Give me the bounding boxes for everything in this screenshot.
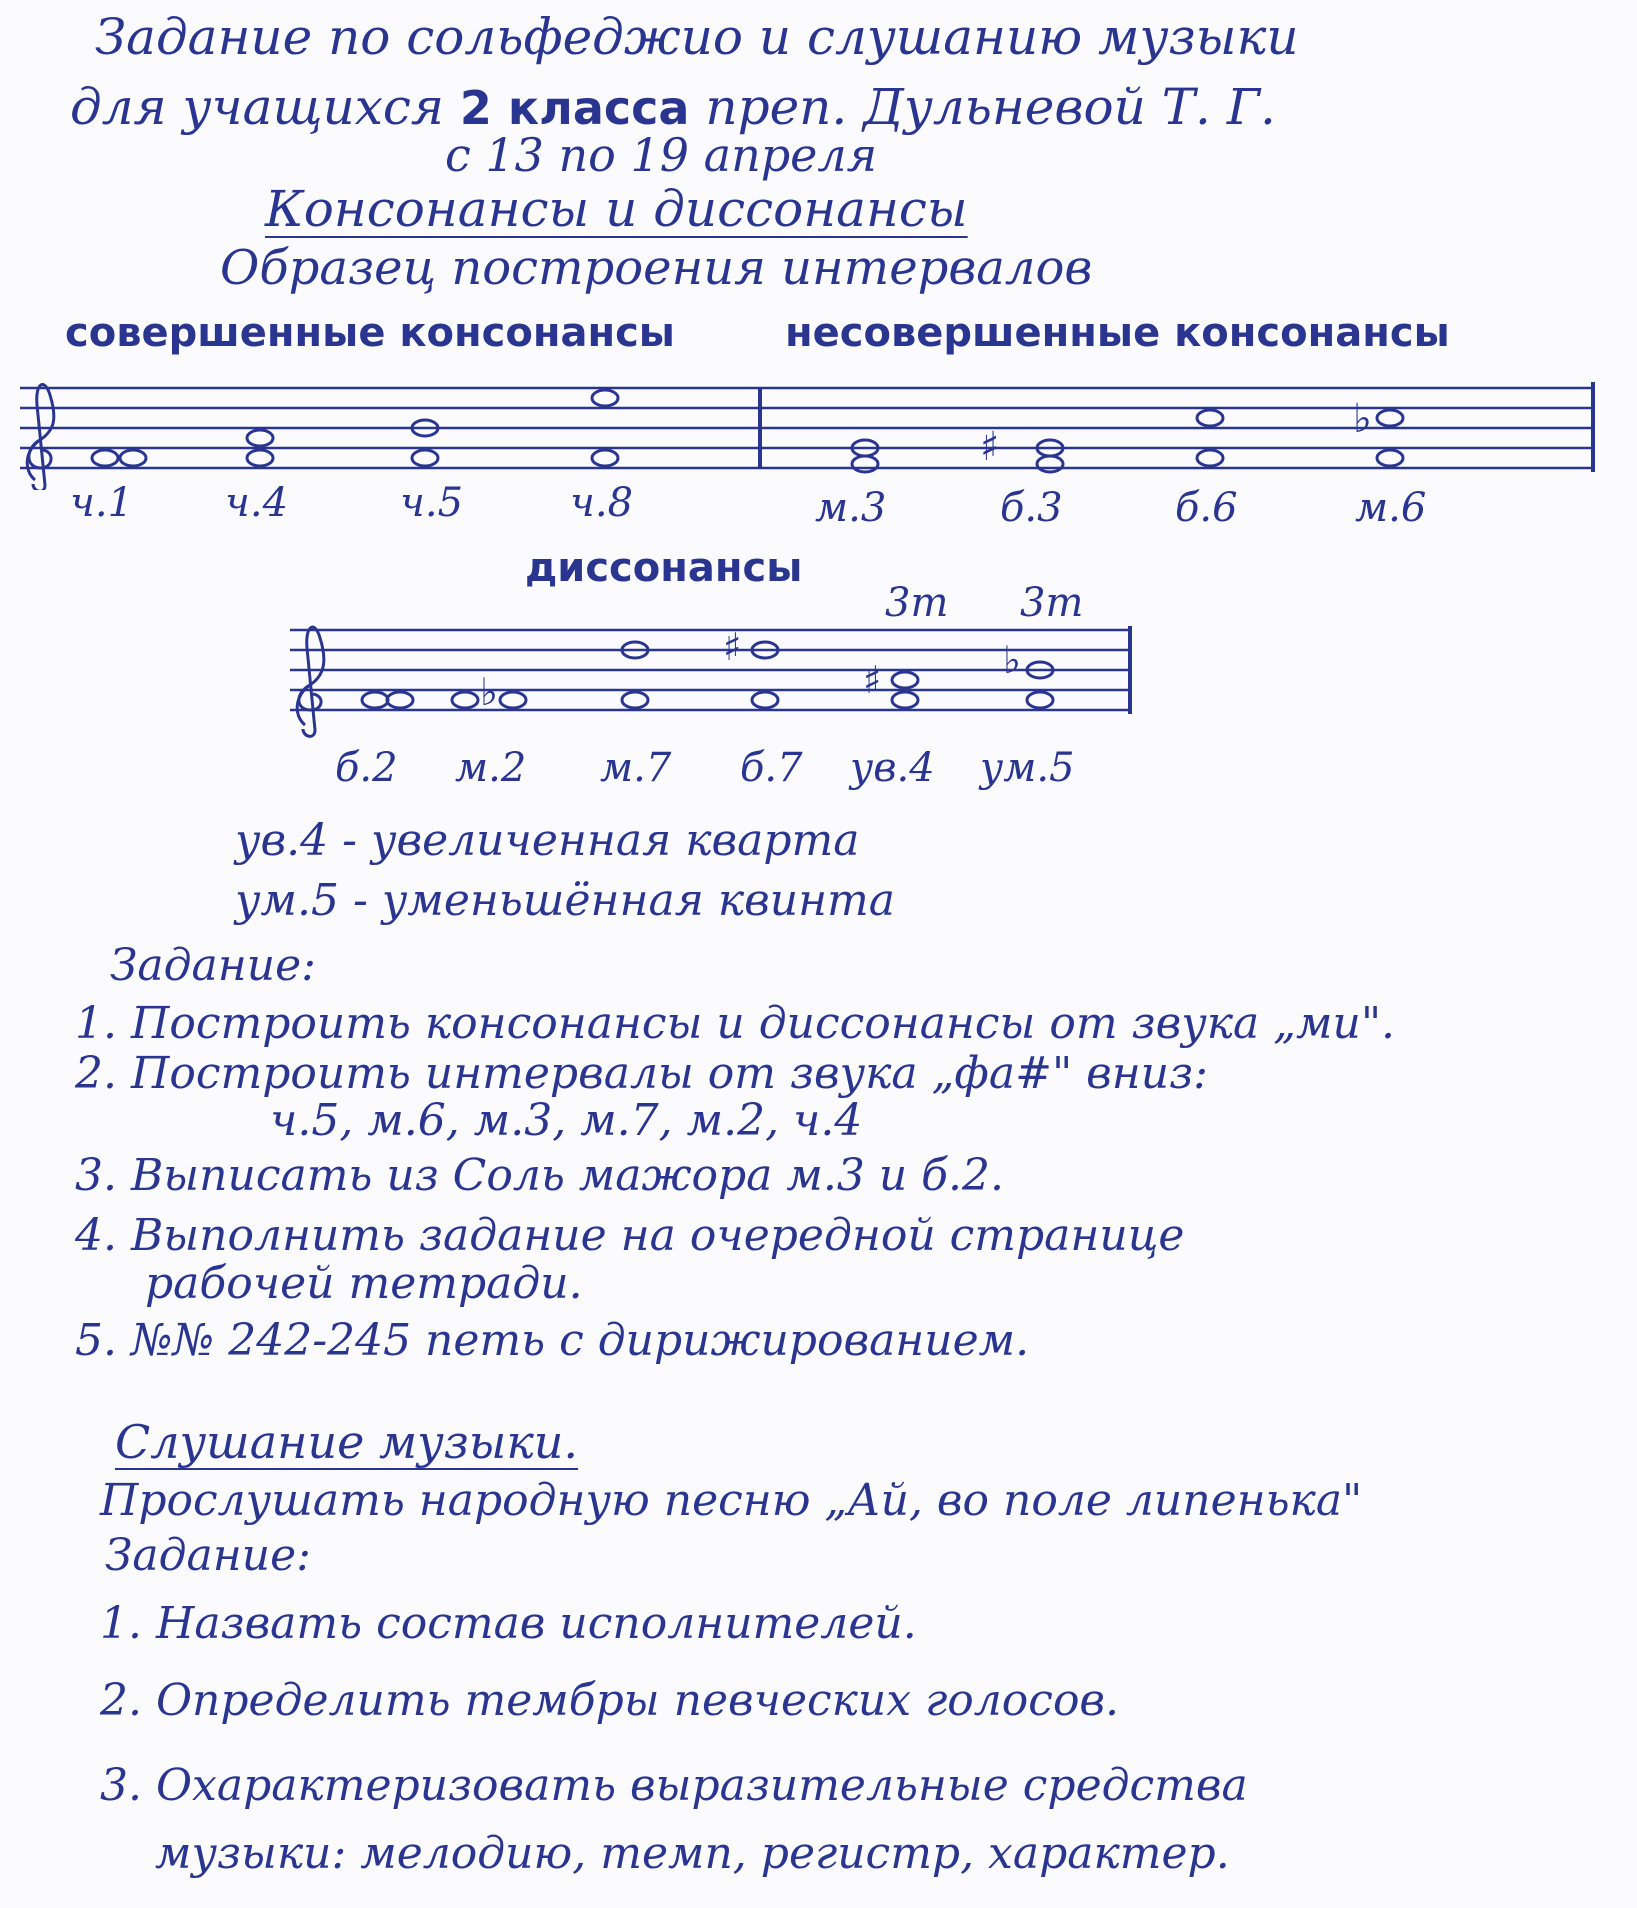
tritone-mark: 3т [885, 580, 949, 626]
interval-label: б.7 [740, 745, 803, 791]
topic-subtitle: Образец построения интервалов [220, 240, 1093, 296]
interval-label: ч.4 [225, 480, 289, 526]
task-item-5: 5. №№ 242-245 петь с дирижированием. [75, 1315, 1030, 1366]
interval-label: ч.5 [400, 480, 464, 526]
listening-item-3-cont: музыки: мелодию, темп, регистр, характер. [155, 1828, 1230, 1879]
note [892, 672, 918, 688]
interval-label: ч.8 [570, 480, 634, 526]
note [892, 692, 918, 708]
note [752, 642, 778, 658]
note [622, 642, 648, 658]
listening-intro: Прослушать народную песню „Ай, во поле липенька" [100, 1475, 1363, 1526]
note [1027, 692, 1053, 708]
note [120, 450, 146, 466]
note [1377, 410, 1403, 426]
dates: с 13 по 19 апреля [445, 128, 878, 182]
definition-dim5: ум.5 - уменьшённая квинта [235, 875, 895, 926]
imperfect-consonances-heading: несовершенные консонансы [785, 310, 1450, 356]
flat-accidental: ♭ [1003, 638, 1021, 682]
sharp-accidental: ♯ [723, 625, 742, 669]
note [1377, 450, 1403, 466]
interval-label: б.3 [1000, 485, 1063, 531]
interval-label: м.3 [815, 485, 887, 531]
interval-label: ув.4 [850, 745, 935, 791]
note [852, 440, 878, 456]
task-item-3: 3. Выписать из Соль мажора м.3 и б.2. [75, 1150, 1004, 1201]
note [247, 430, 273, 446]
sharp-accidental: ♯ [863, 658, 882, 702]
note [1197, 410, 1223, 426]
tasks-heading: Задание: [110, 940, 316, 991]
interval-label: м.6 [1355, 485, 1427, 531]
listening-item-3: 3. Охарактеризовать выразительные средства [100, 1760, 1248, 1811]
note [852, 456, 878, 472]
task-item-2-list: ч.5, м.6, м.3, м.7, м.2, ч.4 [270, 1095, 863, 1146]
note [1027, 662, 1053, 678]
perfect-consonances-heading: совершенные консонансы [65, 310, 675, 356]
interval-label: ч.1 [70, 480, 134, 526]
note [92, 450, 118, 466]
note [452, 692, 478, 708]
interval-label: м.2 [455, 745, 527, 791]
task-item-4: 4. Выполнить задание на очередной странице [75, 1210, 1185, 1261]
interval-label: м.7 [600, 745, 672, 791]
definition-aug4: ув.4 - увеличенная кварта [235, 815, 860, 866]
note [1037, 440, 1063, 456]
note [592, 450, 618, 466]
staff-dissonances [275, 610, 1155, 740]
note [592, 390, 618, 406]
interval-label: ум.5 [980, 745, 1075, 791]
interval-label: б.6 [1175, 485, 1238, 531]
note [1037, 456, 1063, 472]
title-line-1: Задание по сольфеджио и слушанию музыки [95, 8, 1299, 66]
title-line-2-start: для учащихся [70, 78, 444, 136]
task-item-4-cont: рабочей тетради. [145, 1258, 583, 1309]
note [387, 692, 413, 708]
topic-title: Консонансы и диссонансы [265, 180, 968, 238]
dissonances-heading: диссонансы [525, 545, 803, 591]
task-item-1: 1. Построить консонансы и диссонансы от звука „ми". [75, 998, 1396, 1049]
note [1197, 450, 1223, 466]
note [622, 692, 648, 708]
note [412, 450, 438, 466]
note [752, 692, 778, 708]
teacher-name: преп. Дульневой Т. Г. [705, 78, 1276, 136]
tritone-mark: 3т [1020, 580, 1084, 626]
flat-accidental: ♭ [480, 670, 498, 714]
sharp-accidental: ♯ [980, 424, 1000, 470]
listening-item-2: 2. Определить тембры певческих голосов. [100, 1675, 1120, 1726]
note [500, 692, 526, 708]
listening-heading: Слушание музыки. [115, 1415, 579, 1469]
listening-item-1: 1. Назвать состав исполнителей. [100, 1598, 917, 1649]
class-number: 2 класса [459, 81, 690, 135]
task-item-2: 2. Построить интервалы от звука „фа#" вниз: [75, 1048, 1208, 1099]
note [362, 692, 388, 708]
note [247, 450, 273, 466]
interval-label: б.2 [335, 745, 398, 791]
flat-accidental: ♭ [1353, 396, 1372, 442]
note [412, 420, 438, 436]
staff-consonances [15, 360, 1615, 490]
listening-task-heading: Задание: [105, 1530, 311, 1581]
